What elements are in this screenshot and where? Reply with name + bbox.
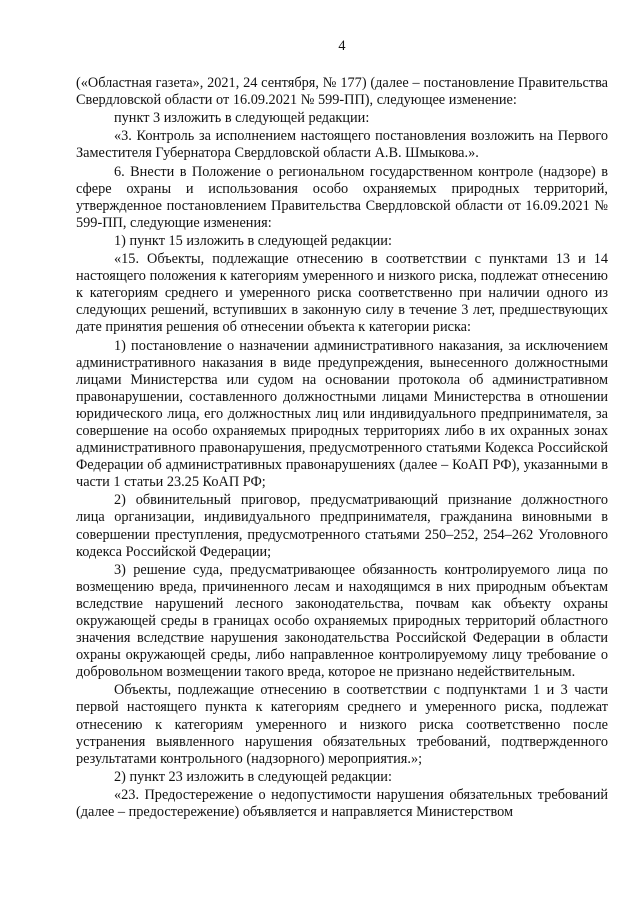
paragraph-8: 2) обвинительный приговор, предусматривающий признание должностного лица организации, индивидуального предпринимателя, гражданина виновными в совершении преступления, предусмотренного статьями 250–252, 254–262 Уголовного кодекса Российской Федерации;	[76, 492, 608, 560]
paragraph-7: 1) постановление о назначении административного наказания, за исключением административного наказания в виде предупреждения, вынесенного должностными лицами Министерства или судом на основании протокола об административном правонарушении, составленного должностными лицами Министерства в отношении юридического лица, его должностных лиц или индивидуального предпринимателя, за совершение на особо охраняемых природных территориях либо в их охранных зонах административного правонарушения, предусмотренного статьями Кодекса Российской Федерации об административных правонарушениях (далее – КоАП РФ), указанными в части 1 статьи 23.25 КоАП РФ;	[76, 337, 608, 491]
paragraph-4: 6. Внести в Положение о региональном государственном контроле (надзоре) в сфере охраны и использования особо охраняемых природных территорий, утвержденное постановлением Правительства Свердловской области от 16.09.2021 № 599-ПП, следующие изменения:	[76, 163, 608, 231]
paragraph-9: 3) решение суда, предусматривающее обязанность контролируемого лица по возмещению вреда, причиненного лесам и находящимся в них природным объектам вследствие нарушений лесного законодательства, почвам как объекту охраны окружающей среды в границах особо охраняемых природных территорий областного значения вследствие нарушения законодательства Российской Федерации в области охраны окружающей среды, либо направленное контролируемому лицу требование о добровольном возмещении такого вреда, которое не признано недействительным.	[76, 561, 608, 681]
document-page	[76, 38, 608, 821]
paragraph-11: 2) пункт 23 изложить в следующей редакции:	[114, 768, 392, 785]
paragraph-2: пункт 3 изложить в следующей редакции:	[114, 110, 370, 127]
paragraph-6: «15. Объекты, подлежащие отнесению в соответствии с пунктами 13 и 14 настоящего положения к категориям умеренного и низкого риска, подлежат отнесению к категориям среднего и умеренного риска соответственно при наличии одного из следующих решений, вступивших в законную силу в течение 3 лет, предшествующих дате принятия решения об отнесении объекта к категории риска:	[76, 251, 608, 336]
paragraph-10: Объекты, подлежащие отнесению в соответствии с подпунктами 1 и 3 части первой настоящего пункта к категориям среднего и умеренного риска, подлежат отнесению к категориям умеренного и низкого риска соответственно после устранения выявленного нарушения обязательных требований, подтвержденного результатами контрольного (надзорного) мероприятия.»;	[76, 682, 608, 767]
paragraph-3: «3. Контроль за исполнением настоящего постановления возложить на Первого Заместителя Губернатора Свердловской области А.В. Шмыкова.».	[76, 128, 608, 162]
paragraph-1: («Областная газета», 2021, 24 сентября, № 177) (далее – постановление Правительства Свердловской области от 16.09.2021 № 599-ПП), следующее изменение:	[76, 75, 608, 109]
paragraph-12: «23. Предостережение о недопустимости нарушения обязательных требований (далее – предостережение) объявляется и направляется Министерством	[76, 786, 608, 821]
page-number: 4	[338, 38, 346, 54]
paragraph-5: 1) пункт 15 изложить в следующей редакции:	[114, 232, 392, 249]
